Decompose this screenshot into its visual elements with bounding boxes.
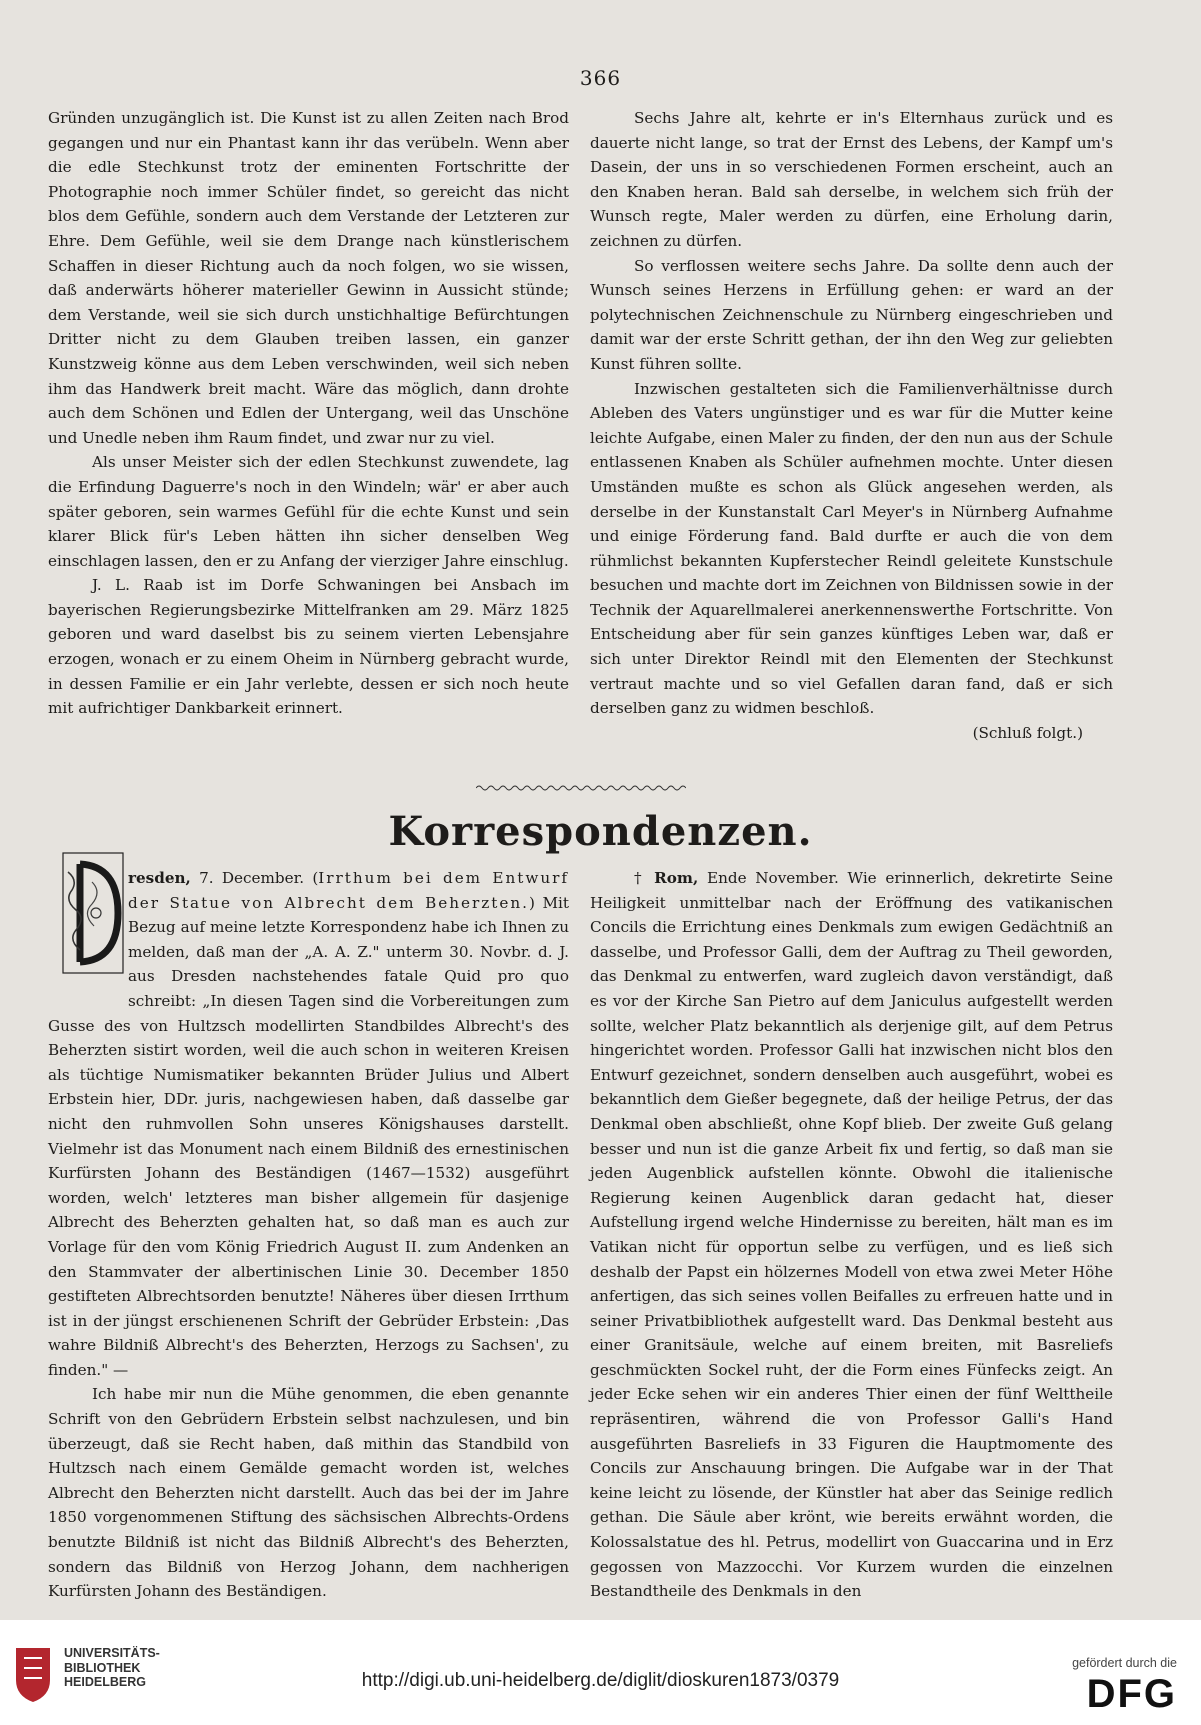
section-title: Korrespondenzen. [388,808,813,855]
dagger-marker: † [634,869,655,887]
place-name: resden, [128,869,191,887]
dateline: 7. December. ( [190,869,319,887]
paragraph: Ich habe mir nun die Mühe genommen, die eben genannte Schrift von den Gebrüdern Erbstein selbst nachzulesen, und bin überzeugt, daß sie Recht haben, daß mithin das Standbild von Hultzsch nach einem Gemälde gemacht worden ist, welches Albrecht den Beherzten nicht darstellt. Auch das bei der im Jahre 1850 vorgenommenen Stiftung des sächsischen Albrechts-Ordens benutzte Bildniß ist nicht das Bildniß Albrecht's des Beherzten, sondern das Bildniß von Herzog Johann, dem nachherigen Kurfürsten Johann des Beständigen. [48,1385,569,1601]
paragraph: Als unser Meister sich der edlen Stechkunst zuwendete, lag die Erfindung Daguerre's noch in den Windeln; wär' er aber auch später geboren, sein warmes Gefühl für die echte Kunst und sein klarer Blick für's Leben hätten ihn sicher denselben Weg einschlagen lassen, den er zu Anfang der vierziger Jahre einschlug. [48,453,569,570]
paragraph: Inzwischen gestalteten sich die Familienverhältnisse durch Ableben des Vaters ungünstiger und es war für die Mutter keine leichte Aufgabe, einen Maler zu finden, der den nun aus der Schule entlassenen Knaben als Schüler aufnehmen mochte. Unter diesen Umständen mußte es schon als Glück angesehen werden, als derselbe in der Kunstanstalt Carl Meyer's in Nürnberg Aufnahme und einige Förderung fand. Bald durfte er auch die von dem rühmlichst bekannten Kupferstecher Reindl geleitete Kunstschule besuchen und machte dort im Zeichnen von Bildnissen sowie in der Technik der Aquarellmalerei anerkennenswerthe Fortschritte. Von Entscheidung aber für sein ganzes künftiges Leben war, daß er sich unter Direktor Reindl mit den Elementen der Stechkunst vertraut machte und so viel Gefallen daran fand, daß er sich derselben ganz zu widmen beschloß. [590,379,1113,718]
upper-left-column [48,106,569,721]
footer-bar [0,1620,1201,1725]
upper-right-column [590,106,1113,745]
paragraph [590,866,1113,1604]
institution-name: UNIVERSITÄTS- BIBLIOTHEK HEIDELBERG [64,1646,160,1689]
source-url-link[interactable]: http://digi.ub.uni-heidelberg.de/diglit/dioskuren1873/0379 [361,1670,840,1691]
dfg-logo: DFG [1086,1672,1177,1716]
funding-label: gefördert durch die [1072,1656,1177,1670]
paragraph [48,866,569,1382]
paragraph: So verflossen weitere sechs Jahre. Da sollte denn auch der Wunsch seines Herzens in Erfüllung gehen: er ward an der polytechnischen Zeichnenschule zu Nürnberg eingeschrieben und damit war der erste Schritt gethan, der ihn den Weg zur geliebten Kunst führen sollte. [590,256,1113,373]
article-heading: Irrthum bei dem Entwurf der Statue von Albrecht dem Beherzten. [128,869,569,912]
dropcap-space [48,866,128,994]
paragraph: J. L. Raab ist im Dorfe Schwaningen bei Ansbach im bayerischen Regierungsbezirke Mittelfranken am 29. März 1825 geboren und ward daselbst bis zu seinem vierten Lebensjahre erzogen, wonach er zu einem Oheim in Nürnberg gebracht wurde, in dessen Familie er ein Jahr verlebte, dessen er sich noch heute mit aufrichtiger Dankbarkeit erinnert. [48,576,569,718]
paragraph: Gründen unzugänglich ist. Die Kunst ist zu allen Zeiten nach Brod gegangen und nur ein Phantast kann ihr das verübeln. Wenn aber die edle Stechkunst trotz der eminenten Fortschritte der Photographie noch immer Schüler findet, so gereicht das nicht blos dem Gefühle, sondern auch dem Verstande der Letzteren zur Ehre. Dem Gefühle, weil sie dem Drange nach künstlerischem Schaffen in dieser Richtung auch da noch folgen, wo sie wissen, daß anderwärts höherer materieller Gewinn in Aussicht stünde; dem Verstande, weil sie sich durch unstichhaltige Befürchtungen Dritter nicht zu dem Glauben treiben lassen, ein ganzer Kunstzweig könne aus dem Leben verschwinden, weil sich neben ihm das Handwerk breit macht. Wäre das möglich, dann drohte auch dem Schönen und Edlen der Untergang, weil das Unschöne und Unedle neben ihm Raum findet, und zwar nur zu viel. [48,109,569,447]
paragraph-text: Ende November. Wie erinnerlich, dekretirte Seine Heiligkeit unmittelbar nach der Eröffnung des vatikanischen Concils die Errichtung eines Denkmals zum ewigen Gedächtniß an dasselbe, und Professor Galli, dem der Auftrag zu Theil geworden, das Denkmal zu entwerfen, ward zugleich davon verständigt, daß es vor der Kirche San Pietro auf dem Janiculus aufgestellt werden sollte, welcher Platz bekanntlich als derjenige gilt, auf dem Petrus hingerichtet worden. Professor Galli hat inzwischen nicht blos den Entwurf gezeichnet, sondern denselben auch ausgeführt, wobei es bekanntlich dem Gießer begegnete, daß der heilige Petrus, der das Denkmal oben abschließt, ohne Kopf blieb. Der zweite Guß gelang besser und nun ist die ganze Arbeit fix und fertig, so daß man sie jeden Augenblick aufstellen könnte. Obwohl die italienische Regierung keinen Augenblick daran gedacht hat, dieser Aufstellung irgend welche Hindernisse zu bereiten, hält man es im Vatikan nicht für opportun selbe zu verfügen, und es ließ sich deshalb der Papst ein hölzernes Modell von etwa zwei Meter Höhe anfertigen, das sich seines vollen Beifalles zu erfreuen hatte und in seiner Privatbibliothek aufgestellt ward. Das Denkmal besteht aus einer Granitsäule, welche auf einem breiten, mit Basreliefs geschmückten Sockel ruht, der die Form eines Fünfecks zeigt. An jeder Ecke sehen wir ein anderes Thier einen der fünf Welttheile repräsentiren, während die von Professor Galli's Hand ausgeführten Basreliefs in 33 Figuren die Hauptmomente des Concils zur Anschauung bringen. Die Aufgabe war in der That keine leicht zu lösende, der Künstler hat aber das Seinige redlich gethan. Die Säule aber krönt, wie bereits erwähnt worden, die Kolossalstatue des hl. Petrus, modellirt von Guaccarina und in Erz gegossen von Mazzocchi. Vor Kurzem wurden die einzelnen Bestandtheile des Denkmals in den [590,869,1114,1601]
place-name: Rom, [654,869,699,887]
continuation-note: (Schluß folgt.) [972,723,1083,742]
dresden-correspondence [48,866,569,1604]
ornamental-divider [476,784,686,792]
paragraph: Sechs Jahre alt, kehrte er in's Elternhaus zurück und es dauerte nicht lange, so trat der Ernst des Lebens, der Kampf um's Dasein, der uns in so verschiedenen Formen erscheint, auch an den Knaben heran. Bald sah derselbe, in welchem sich früh der Wunsch regte, Maler werden zu dürfen, eine Erholung darin, zeichnen zu dürfen. [590,109,1113,250]
paragraph-text: ) Mit Bezug auf meine letzte Korrespondenz habe ich Ihnen zu melden, daß man der „A. A. Z." unterm 30. Novbr. d. J. aus Dresden nachstehendes fatale Quid pro quo schreibt: „In diesen Tagen sind die Vorbereitungen zum Gusse des von Hultzsch modellirten Standbildes Albrecht's des Beherzten sistirt worden, weil die auch schon in weiteren Kreisen als tüchtige Numismatiker bekannten Brüder Julius und Albert Erbstein hier, DDr. juris, nachgewiesen haben, daß dasselbe gar nicht den ruhmvollen Sohn unseres Königshauses darstellt. Vielmehr ist das Monument nach einem Bildniß des ernestinischen Kurfürsten Johann des Beständigen (1467—1532) ausgeführt worden, welch' letzteres man bisher allgemein für dasjenige Albrecht des Beherzten gehalten hat, so daß man es auch zur Vorlage für den vom König Friedrich August II. zum Andenken an den Stammvater der albertinischen Linie 30. December 1850 gestifteten Albrechtsorden benutzte! Näheres über diesen Irrthum ist in der jüngst erschienenen Schrift der Gebrüder Erbstein: ‚Das wahre Bildniß Albrecht's des Beherzten, Herzogs zu Sachsen', zu finden." — [48,893,569,1379]
page-number: 366 [579,66,622,90]
rom-correspondence [590,866,1113,1604]
